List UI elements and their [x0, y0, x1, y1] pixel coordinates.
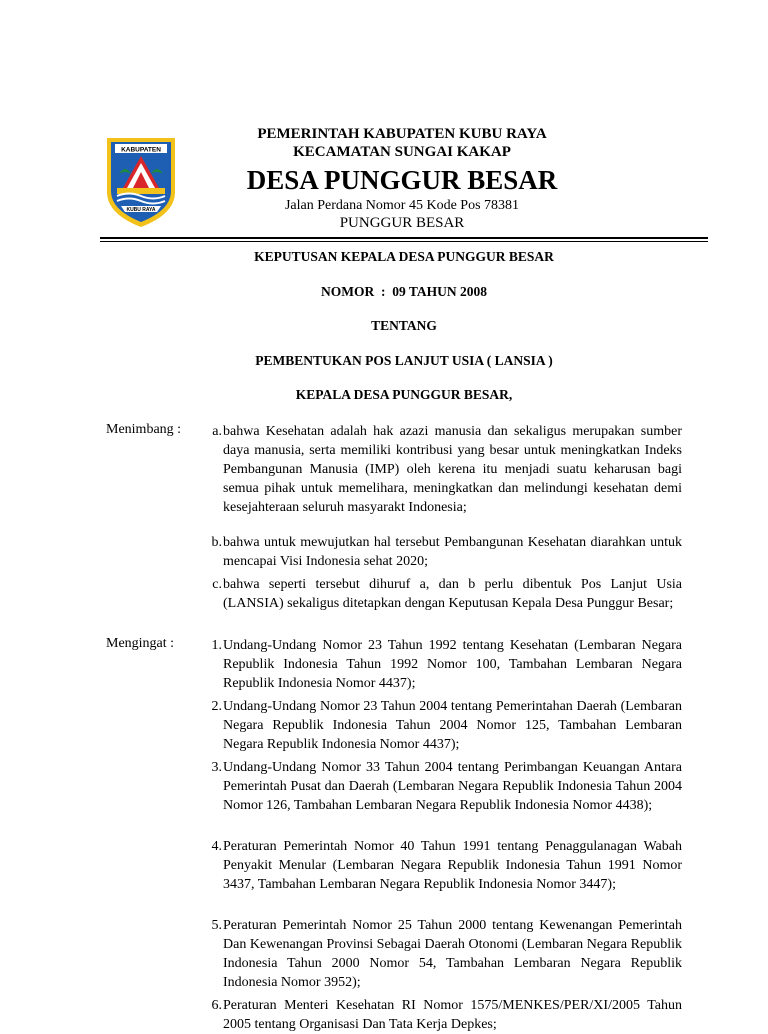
- item-text: Undang-Undang Nomor 33 Tahun 2004 tentang Perimbangan Keuangan Antara Pemerintah Pusat dan Daerah (Lembaran Negara Republik Indonesia Tahun 2004 Nomor 126, Tambahan Lembaran Negara Republik Indonesia Nomor 4438);: [223, 760, 682, 813]
- item-marker: 6.: [211, 998, 222, 1013]
- mengingat-label: Mengingat :: [106, 636, 175, 651]
- menimbang-item: [196, 533, 682, 571]
- letterhead: [212, 125, 592, 232]
- item-marker: c.: [212, 577, 222, 592]
- item-text: bahwa seperti tersebut dihuruf a, dan b perlu dibentuk Pos Lanjut Usia (LANSIA) sekaligus ditetapkan dengan Keputusan Kepala Desa Punggur Besar;: [223, 577, 682, 611]
- menimbang-item: [196, 575, 682, 613]
- decree-authority: KEPALA DESA PUNGGUR BESAR,: [295, 387, 513, 402]
- item-text: Peraturan Pemerintah Nomor 25 Tahun 2000 tentang Kewenangan Pemerintah Dan Kewenangan Provinsi Sebagai Daerah Otonomi (Lembaran Negara Republik Indonesia Tahun 2000 Nomor 54, Tambahan Lembaran Negara Republik Indonesia Nomor 3952);: [223, 918, 682, 990]
- mengingat-item: [196, 837, 682, 894]
- item-text: Undang-Undang Nomor 23 Tahun 1992 tentang Kesehatan (Lembaran Negara Republik Indonesia Tahun 1992 Nomor 100, Tambahan Lembaran Negara Republik Indonesia Nomor 4437);: [223, 638, 682, 691]
- decree-number: NOMOR : 09 TAHUN 2008: [321, 284, 487, 299]
- letterhead-rule-thick: [100, 237, 708, 239]
- mengingat-item: [196, 758, 682, 815]
- item-text: bahwa untuk mewujutkan hal tersebut Pembangunan Kesehatan diarahkan untuk mencapai Visi Indonesia sehat 2020;: [223, 535, 682, 569]
- item-marker: 5.: [211, 918, 222, 933]
- letterhead-address: Jalan Perdana Nomor 45 Kode Pos 78381: [284, 198, 520, 213]
- letterhead-locality: PUNGGUR BESAR: [339, 215, 465, 231]
- mengingat-item: [196, 996, 682, 1034]
- item-marker: a.: [212, 424, 222, 439]
- item-marker: 4.: [211, 839, 222, 854]
- letterhead-village: DESA PUNGGUR BESAR: [246, 165, 558, 195]
- letterhead-rule-thin: [100, 241, 708, 242]
- item-text: Peraturan Pemerintah Nomor 40 Tahun 1991 tentang Penaggulanagan Wabah Penyakit Menular (Lembaran Negara Republik Indonesia Tahun 1991 Nomor 3437, Tambahan Lembaran Negara Republik Indonesia Nomor 3447);: [223, 839, 682, 892]
- kubu-raya-emblem-icon: [101, 130, 181, 230]
- decree-subject: PEMBENTUKAN POS LANJUT USIA ( LANSIA ): [255, 353, 553, 368]
- item-marker: b.: [211, 535, 222, 550]
- item-marker: 3.: [211, 760, 222, 775]
- mengingat-item: [196, 636, 682, 693]
- item-marker: 2.: [211, 699, 222, 714]
- emblem-top-text: KABUPATEN: [121, 146, 161, 154]
- letterhead-district: KECAMATAN SUNGAI KAKAP: [293, 144, 511, 160]
- emblem-bottom-text: KUBU RAYA: [126, 207, 156, 213]
- item-text: Peraturan Menteri Kesehatan RI Nomor 1575/MENKES/PER/XI/2005 Tahun 2005 tentang Organisasi Dan Tata Kerja Depkes;: [223, 998, 682, 1032]
- item-text: bahwa Kesehatan adalah hak azazi manusia dan sekaligus merupakan sumber daya manusia, serta memiliki kontribusi yang besar untuk meningkatkan Indeks Pembangunan Manusia (IMP) oleh kerena itu menjadi suatu keharusan bagi semua pihak untuk memelihara, meningkatkan dan melindungi kesehatan demi kesejahteraan seluruh masyarakt Indonesia;: [223, 424, 682, 515]
- mengingat-item: [196, 697, 682, 754]
- menimbang-item: [196, 422, 682, 517]
- item-text: Undang-Undang Nomor 23 Tahun 2004 tentang Pemerintahan Daerah (Lembaran Negara Republik Indonesia Tahun 2004 Nomor 125, Tambahan Lembaran Negara Republik Indonesia Nomor 4437);: [223, 699, 682, 752]
- decree-title: KEPUTUSAN KEPALA DESA PUNGGUR BESAR: [254, 249, 554, 264]
- menimbang-label: Menimbang :: [106, 422, 182, 437]
- item-marker: 1.: [211, 638, 222, 653]
- letterhead-regency: PEMERINTAH KABUPATEN KUBU RAYA: [257, 126, 547, 142]
- mengingat-item: [196, 916, 682, 992]
- decree-about: TENTANG: [371, 318, 437, 333]
